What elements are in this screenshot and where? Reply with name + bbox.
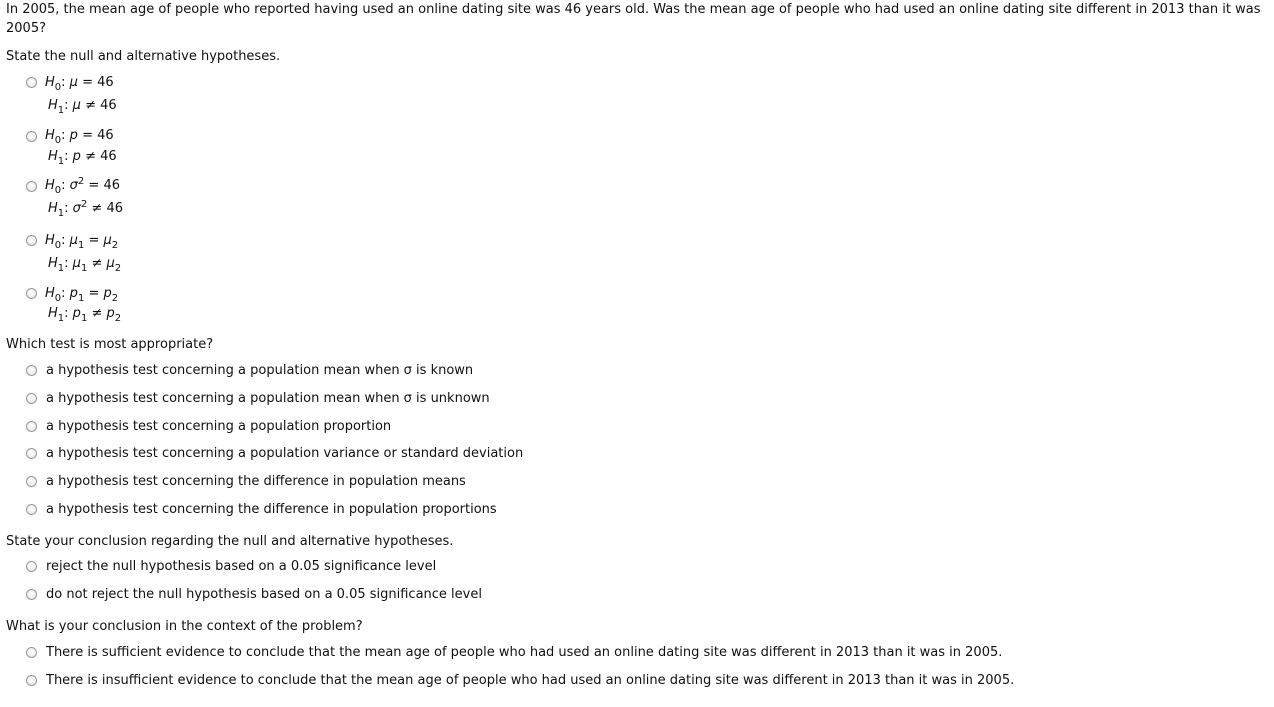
hypotheses-option-4[interactable] [26, 235, 37, 246]
option-label: a hypothesis test concerning a population variance or standard deviation [46, 446, 524, 461]
option-label: a hypothesis test concerning the difference in population means [46, 474, 466, 489]
question-test-type: Which test is most appropriate? [6, 337, 214, 352]
null-hypothesis-3: $H_0$: $\sigma^2 = 46$ [45, 176, 120, 196]
radio-button[interactable] [26, 131, 37, 142]
problem-statement: In 2005, the mean age of people who reported having used an online dating site was 46 years old. Was the mean age of people who had used an online dating site different in 2013 than it was 2005? [6, 2, 1261, 36]
option-label: There is sufficient evidence to conclude that the mean age of people who had used an online dating site was different in 2013 than it was in 2005. [46, 645, 1003, 660]
question-conclusion: State your conclusion regarding the null and alternative hypotheses. [6, 534, 454, 549]
alternative-hypothesis-1: $H_1$: μ ≠ 46 [48, 98, 117, 116]
radio-button[interactable] [26, 77, 37, 88]
option-label: do not reject the null hypothesis based on a 0.05 significance level [46, 587, 482, 602]
conclusion-option-2[interactable] [26, 587, 482, 602]
hypotheses-option-3[interactable] [26, 181, 37, 192]
null-hypothesis-2: $H_0$: p = 46 [45, 128, 114, 146]
alternative-hypothesis-3: $H_1$: $\sigma^2 \ne 46$ [48, 199, 123, 219]
radio-button[interactable] [26, 181, 37, 192]
option-label: reject the null hypothesis based on a 0.05 significance level [46, 559, 437, 574]
radio-button[interactable] [26, 365, 37, 376]
radio-button[interactable] [26, 647, 37, 658]
option-label: a hypothesis test concerning a population mean when σ is unknown [46, 391, 490, 406]
context-option-1[interactable] [26, 645, 1002, 660]
test-option-2[interactable] [26, 391, 490, 406]
test-option-3[interactable] [26, 419, 391, 434]
test-option-4[interactable] [26, 446, 523, 461]
option-label: a hypothesis test concerning a population proportion [46, 419, 392, 434]
test-option-5[interactable] [26, 474, 466, 489]
hypotheses-option-5[interactable] [26, 288, 37, 299]
radio-button[interactable] [26, 448, 37, 459]
null-hypothesis-5: $H_0$: $p_1 = p_2$ [45, 286, 119, 304]
radio-button[interactable] [26, 504, 37, 515]
null-hypothesis-4: $H_0$: $\mu_1 = \mu_2$ [45, 233, 119, 251]
radio-button[interactable] [26, 421, 37, 432]
hypotheses-option-2[interactable] [26, 131, 37, 142]
option-label: a hypothesis test concerning the difference in population proportions [46, 502, 497, 517]
question-context-conclusion: What is your conclusion in the context of the problem? [6, 619, 363, 634]
null-hypothesis-1: $H_0$: μ = 46 [45, 75, 114, 93]
context-option-2[interactable] [26, 673, 1014, 688]
alternative-hypothesis-4: $H_1$: $\mu_1 \ne \mu_2$ [48, 256, 122, 274]
option-label: a hypothesis test concerning a population mean when σ is known [46, 363, 474, 378]
alternative-hypothesis-2: $H_1$: p ≠ 46 [48, 149, 117, 167]
radio-button[interactable] [26, 476, 37, 487]
hypotheses-option-1[interactable] [26, 77, 37, 88]
conclusion-option-1[interactable] [26, 559, 436, 574]
radio-button[interactable] [26, 393, 37, 404]
test-option-6[interactable] [26, 502, 497, 517]
radio-button[interactable] [26, 675, 37, 686]
test-option-1[interactable] [26, 363, 473, 378]
radio-button[interactable] [26, 561, 37, 572]
radio-button[interactable] [26, 235, 37, 246]
radio-button[interactable] [26, 288, 37, 299]
option-label: There is insufficient evidence to conclude that the mean age of people who had used an online dating site was different in 2013 than it was in 2005. [46, 673, 1015, 688]
radio-button[interactable] [26, 589, 37, 600]
question-hypotheses: State the null and alternative hypotheses. [6, 49, 281, 64]
alternative-hypothesis-5: $H_1$: $p_1 \ne p_2$ [48, 306, 122, 324]
